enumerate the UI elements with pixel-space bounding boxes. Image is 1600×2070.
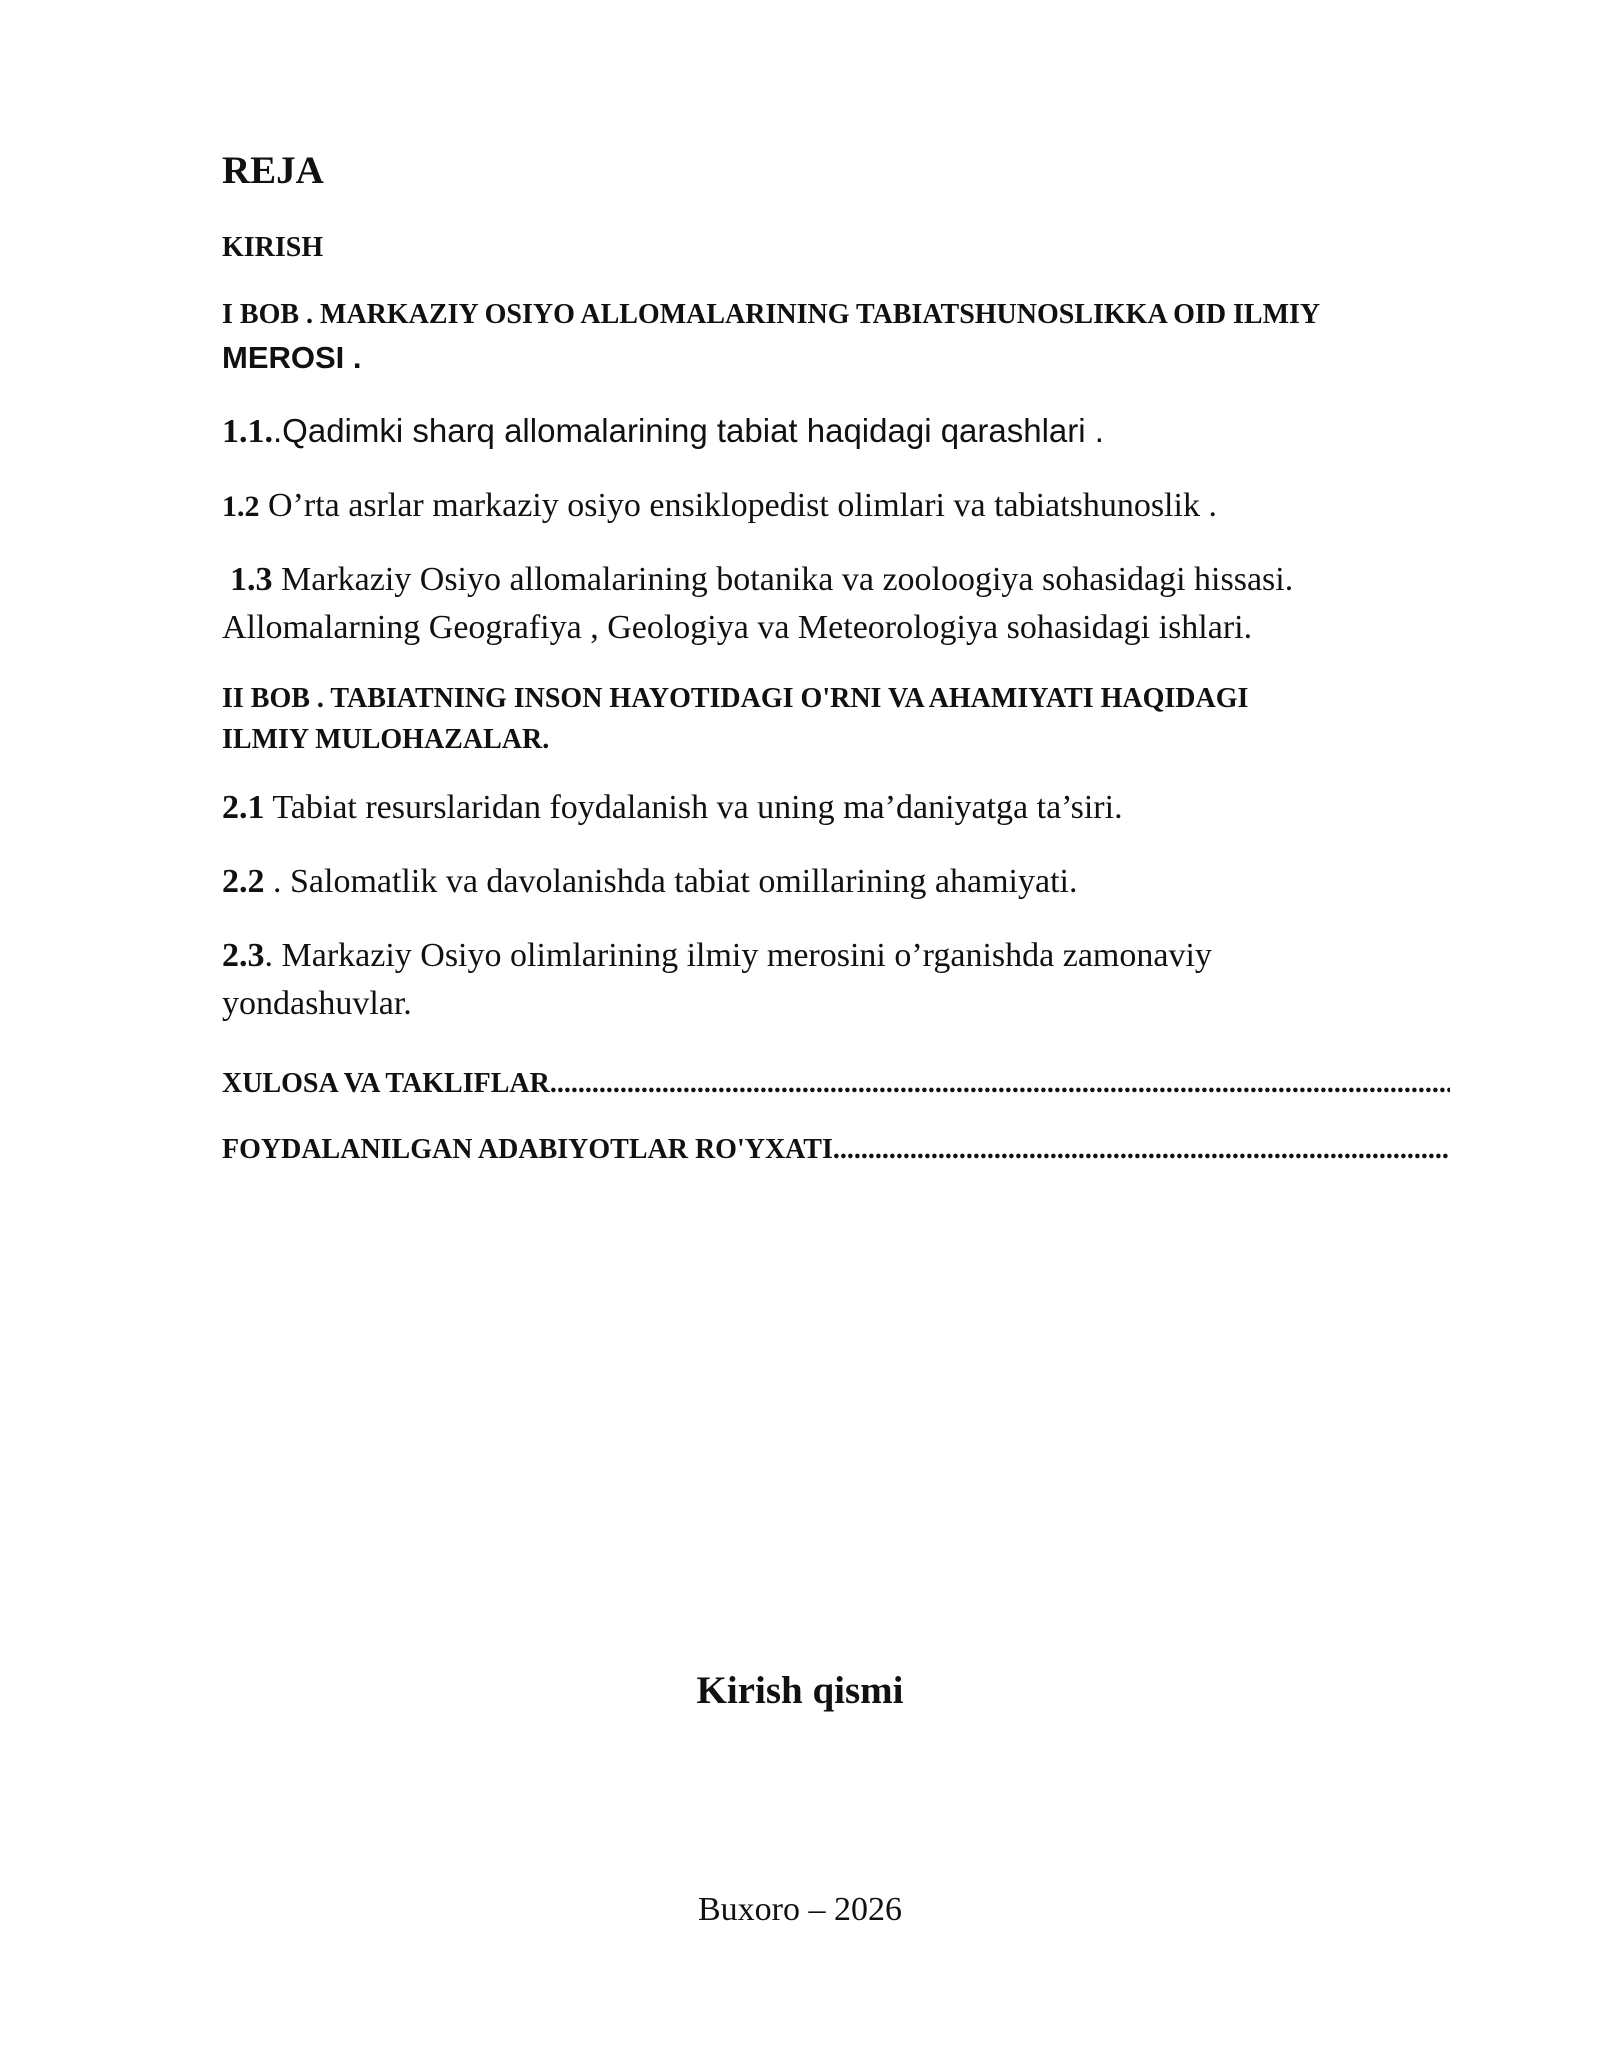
toc-item-2-2-text: . Salomatlik va davolanishda tabiat omillarining ahamiyati. bbox=[264, 863, 1078, 900]
toc-chapter1-line2: MEROSI . bbox=[222, 340, 362, 375]
intro-section-title: Kirish qismi bbox=[696, 1669, 904, 1712]
toc-chapter2-line2: ILMIY MULOHAZALAR. bbox=[222, 724, 550, 755]
toc-item-1-1-number: 1.1. bbox=[222, 413, 273, 450]
toc-item-1-3 bbox=[230, 561, 1293, 599]
toc-chapter2-line1: II BOB . TABIATNING INSON HAYOTIDAGI O'RNI VA AHAMIYATI HAQIDAGI bbox=[222, 683, 1249, 714]
toc-item-2-2 bbox=[222, 863, 1077, 901]
toc-item-1-1-text: .Qadimki sharq allomalarining tabiat haqidagi qarashlari . bbox=[273, 412, 1104, 449]
toc-references bbox=[222, 1134, 1450, 1166]
toc-item-1-3-number: 1.3 bbox=[230, 561, 273, 598]
toc-introduction: KIRISH bbox=[222, 232, 324, 263]
toc-item-2-3-text: . Markaziy Osiyo olimlarining ilmiy merosini o’rganishda zamonaviy bbox=[264, 937, 1212, 974]
toc-chapter1-line1: I BOB . MARKAZIY OSIYO ALLOMALARINING TABIATSHUNOSLIKKA OID ILMIY bbox=[222, 299, 1321, 330]
toc-item-2-3-number: 2.3 bbox=[222, 937, 265, 974]
toc-references-dot-leader bbox=[833, 1134, 1450, 1166]
toc-item-2-3-continuation: yondashuvlar. bbox=[222, 985, 412, 1022]
toc-item-2-1 bbox=[222, 789, 1123, 827]
toc-conclusion-dot-leader bbox=[550, 1068, 1450, 1100]
toc-item-2-1-number: 2.1 bbox=[222, 789, 265, 826]
footer-place-year: Buxoro – 2026 bbox=[698, 1891, 902, 1928]
toc-item-2-1-text: Tabiat resurslaridan foydalanish va uning ma’daniyatga ta’siri. bbox=[264, 789, 1123, 826]
toc-item-1-2 bbox=[222, 487, 1217, 525]
toc-item-2-3 bbox=[222, 937, 1212, 975]
toc-item-1-3-text: Markaziy Osiyo allomalarining botanika va zooloogiya sohasidagi hissasi. bbox=[272, 561, 1294, 598]
toc-item-1-3-continuation: Allomalarning Geografiya , Geologiya va Meteorologiya sohasidagi ishlari. bbox=[222, 609, 1253, 646]
toc-item-2-2-number: 2.2 bbox=[222, 863, 265, 900]
plan-heading: REJA bbox=[222, 149, 324, 192]
toc-conclusion-label: XULOSA VA TAKLIFLAR bbox=[222, 1068, 550, 1099]
toc-item-1-1 bbox=[222, 412, 1104, 451]
toc-item-1-2-number: 1.2 bbox=[222, 490, 260, 523]
toc-references-label: FOYDALANILGAN ADABIYOTLAR RO'YXATI bbox=[222, 1134, 833, 1165]
toc-conclusion bbox=[222, 1068, 1450, 1100]
toc-item-1-2-text: O’rta asrlar markaziy osiyo ensiklopedist olimlari va tabiatshunoslik . bbox=[259, 487, 1217, 524]
